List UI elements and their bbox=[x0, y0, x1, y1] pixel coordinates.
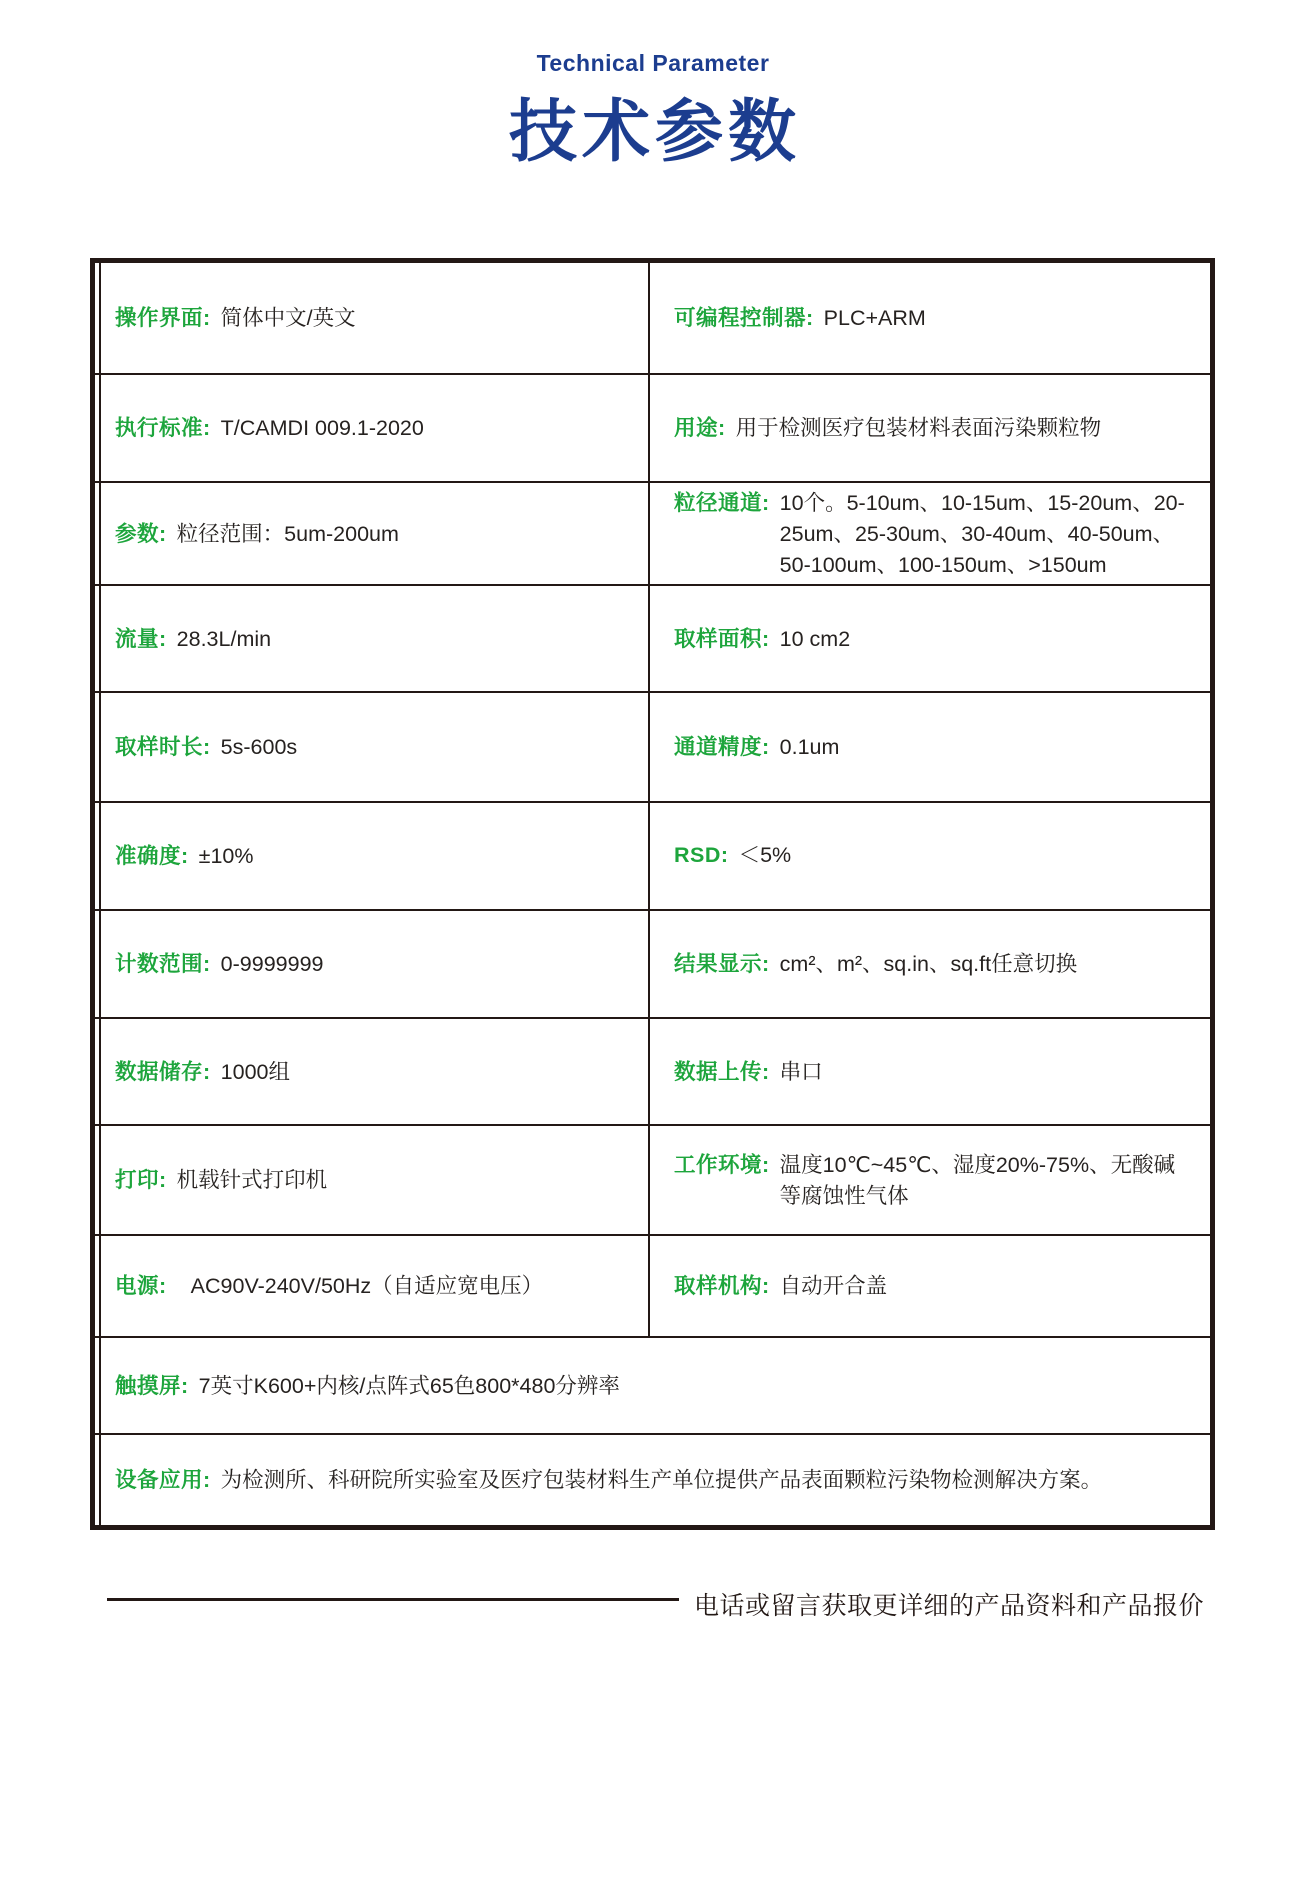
spec-value: 1000组 bbox=[220, 1059, 291, 1084]
spec-label: 执行标准: bbox=[115, 416, 211, 441]
spec-cell-sampling-area bbox=[648, 586, 1210, 691]
spec-label: 准确度: bbox=[115, 844, 189, 869]
spec-label: 触摸屏: bbox=[115, 1373, 189, 1398]
spec-cell-particle-channels bbox=[648, 483, 1210, 584]
spec-cell-usage bbox=[648, 375, 1210, 481]
footer-divider-line bbox=[107, 1598, 679, 1601]
spec-label: 参数: bbox=[115, 521, 167, 546]
spec-cell-sampling-time bbox=[95, 693, 648, 801]
spec-value: 机载针式打印机 bbox=[176, 1168, 328, 1193]
table-row bbox=[95, 691, 1210, 801]
table-row bbox=[95, 801, 1210, 909]
spec-value: 串口 bbox=[779, 1059, 823, 1084]
spec-cell-printer bbox=[95, 1126, 648, 1234]
spec-value: 0.1um bbox=[779, 735, 840, 760]
spec-cell-parameter bbox=[95, 483, 648, 584]
spec-label: 打印: bbox=[115, 1168, 167, 1193]
spec-cell-channel-precision bbox=[648, 693, 1210, 801]
spec-value: 粒径范围：5um-200um bbox=[176, 521, 399, 546]
spec-label: 可编程控制器: bbox=[674, 306, 814, 331]
spec-value: cm²、m²、sq.in、sq.ft任意切换 bbox=[779, 952, 1078, 977]
spec-label: 结果显示: bbox=[674, 952, 770, 977]
page-subtitle: Technical Parameter bbox=[536, 50, 770, 76]
spec-table bbox=[90, 258, 1215, 1530]
spec-value: 简体中文/英文 bbox=[220, 306, 356, 331]
spec-value: 10个。5-10um、10-15um、15-20um、20-25um、25-30um、30-40um、40-50um、50-100um、100-150um、>150um bbox=[779, 490, 1185, 578]
spec-value: PLC+ARM bbox=[823, 306, 926, 331]
table-row bbox=[95, 1124, 1210, 1234]
spec-label: RSD: bbox=[674, 843, 729, 868]
spec-label: 计数范围: bbox=[115, 952, 211, 977]
table-row bbox=[95, 373, 1210, 481]
table-row bbox=[95, 1336, 1210, 1433]
spec-value: T/CAMDI 009.1-2020 bbox=[220, 416, 424, 441]
spec-cell-counting-range bbox=[95, 911, 648, 1017]
spec-cell-data-storage bbox=[95, 1019, 648, 1124]
spec-cell-power-supply bbox=[95, 1236, 648, 1336]
spec-label: 设备应用: bbox=[115, 1468, 211, 1493]
page-title: 技术参数 bbox=[508, 94, 801, 170]
spec-value: 0-9999999 bbox=[220, 952, 324, 977]
spec-value: 用于检测医疗包装材料表面污染颗粒物 bbox=[735, 416, 1102, 441]
spec-label: 操作界面: bbox=[115, 306, 211, 331]
table-row bbox=[95, 909, 1210, 1017]
spec-cell-working-environment bbox=[648, 1126, 1210, 1234]
table-row bbox=[95, 584, 1210, 691]
spec-value: 5s-600s bbox=[220, 735, 298, 760]
spec-label: 通道精度: bbox=[674, 735, 770, 760]
spec-value: 28.3L/min bbox=[176, 626, 272, 651]
spec-value: 自动开合盖 bbox=[779, 1274, 888, 1299]
table-row bbox=[95, 1433, 1210, 1525]
spec-label: 用途: bbox=[674, 416, 726, 441]
spec-value: 温度10℃~45℃、湿度20%-75%、无酸碱等腐蚀性气体 bbox=[779, 1152, 1176, 1208]
spec-cell-operation-interface bbox=[95, 263, 648, 373]
spec-cell-sampling-mechanism bbox=[648, 1236, 1210, 1336]
spec-label: 取样面积: bbox=[674, 626, 770, 651]
spec-label: 粒径通道: bbox=[674, 490, 770, 515]
footer-note: 电话或留言获取更详细的产品资料和产品报价 bbox=[694, 1592, 1205, 1620]
spec-value: ±10% bbox=[198, 844, 254, 869]
table-row bbox=[95, 481, 1210, 584]
spec-cell-touch-screen bbox=[95, 1338, 1210, 1433]
spec-label: 电源: bbox=[115, 1274, 167, 1299]
spec-cell-programmable-controller bbox=[648, 263, 1210, 373]
table-row bbox=[95, 263, 1210, 373]
spec-label: 流量: bbox=[115, 626, 167, 651]
spec-label: 取样机构: bbox=[674, 1274, 770, 1299]
spec-value: ＜5% bbox=[738, 843, 792, 868]
spec-label: 数据储存: bbox=[115, 1059, 211, 1084]
spec-cell-flow-rate bbox=[95, 586, 648, 691]
spec-cell-rsd bbox=[648, 803, 1210, 909]
spec-cell-device-application bbox=[95, 1435, 1210, 1525]
spec-cell-standard bbox=[95, 375, 648, 481]
spec-value: 为检测所、科研院所实验室及医疗包装材料生产单位提供产品表面颗粒污染物检测解决方案。 bbox=[220, 1468, 1103, 1493]
spec-label: 工作环境: bbox=[674, 1152, 770, 1177]
table-row bbox=[95, 1017, 1210, 1124]
table-row bbox=[95, 1234, 1210, 1336]
spec-cell-result-display bbox=[648, 911, 1210, 1017]
spec-cell-accuracy bbox=[95, 803, 648, 909]
spec-value: 7英寸K600+内核/点阵式65色800*480分辨率 bbox=[198, 1373, 620, 1398]
spec-label: 数据上传: bbox=[674, 1059, 770, 1084]
spec-cell-data-upload bbox=[648, 1019, 1210, 1124]
spec-value: AC90V-240V/50Hz（自适应宽电压） bbox=[190, 1274, 544, 1299]
spec-label: 取样时长: bbox=[115, 735, 211, 760]
spec-value: 10 cm2 bbox=[779, 626, 851, 651]
